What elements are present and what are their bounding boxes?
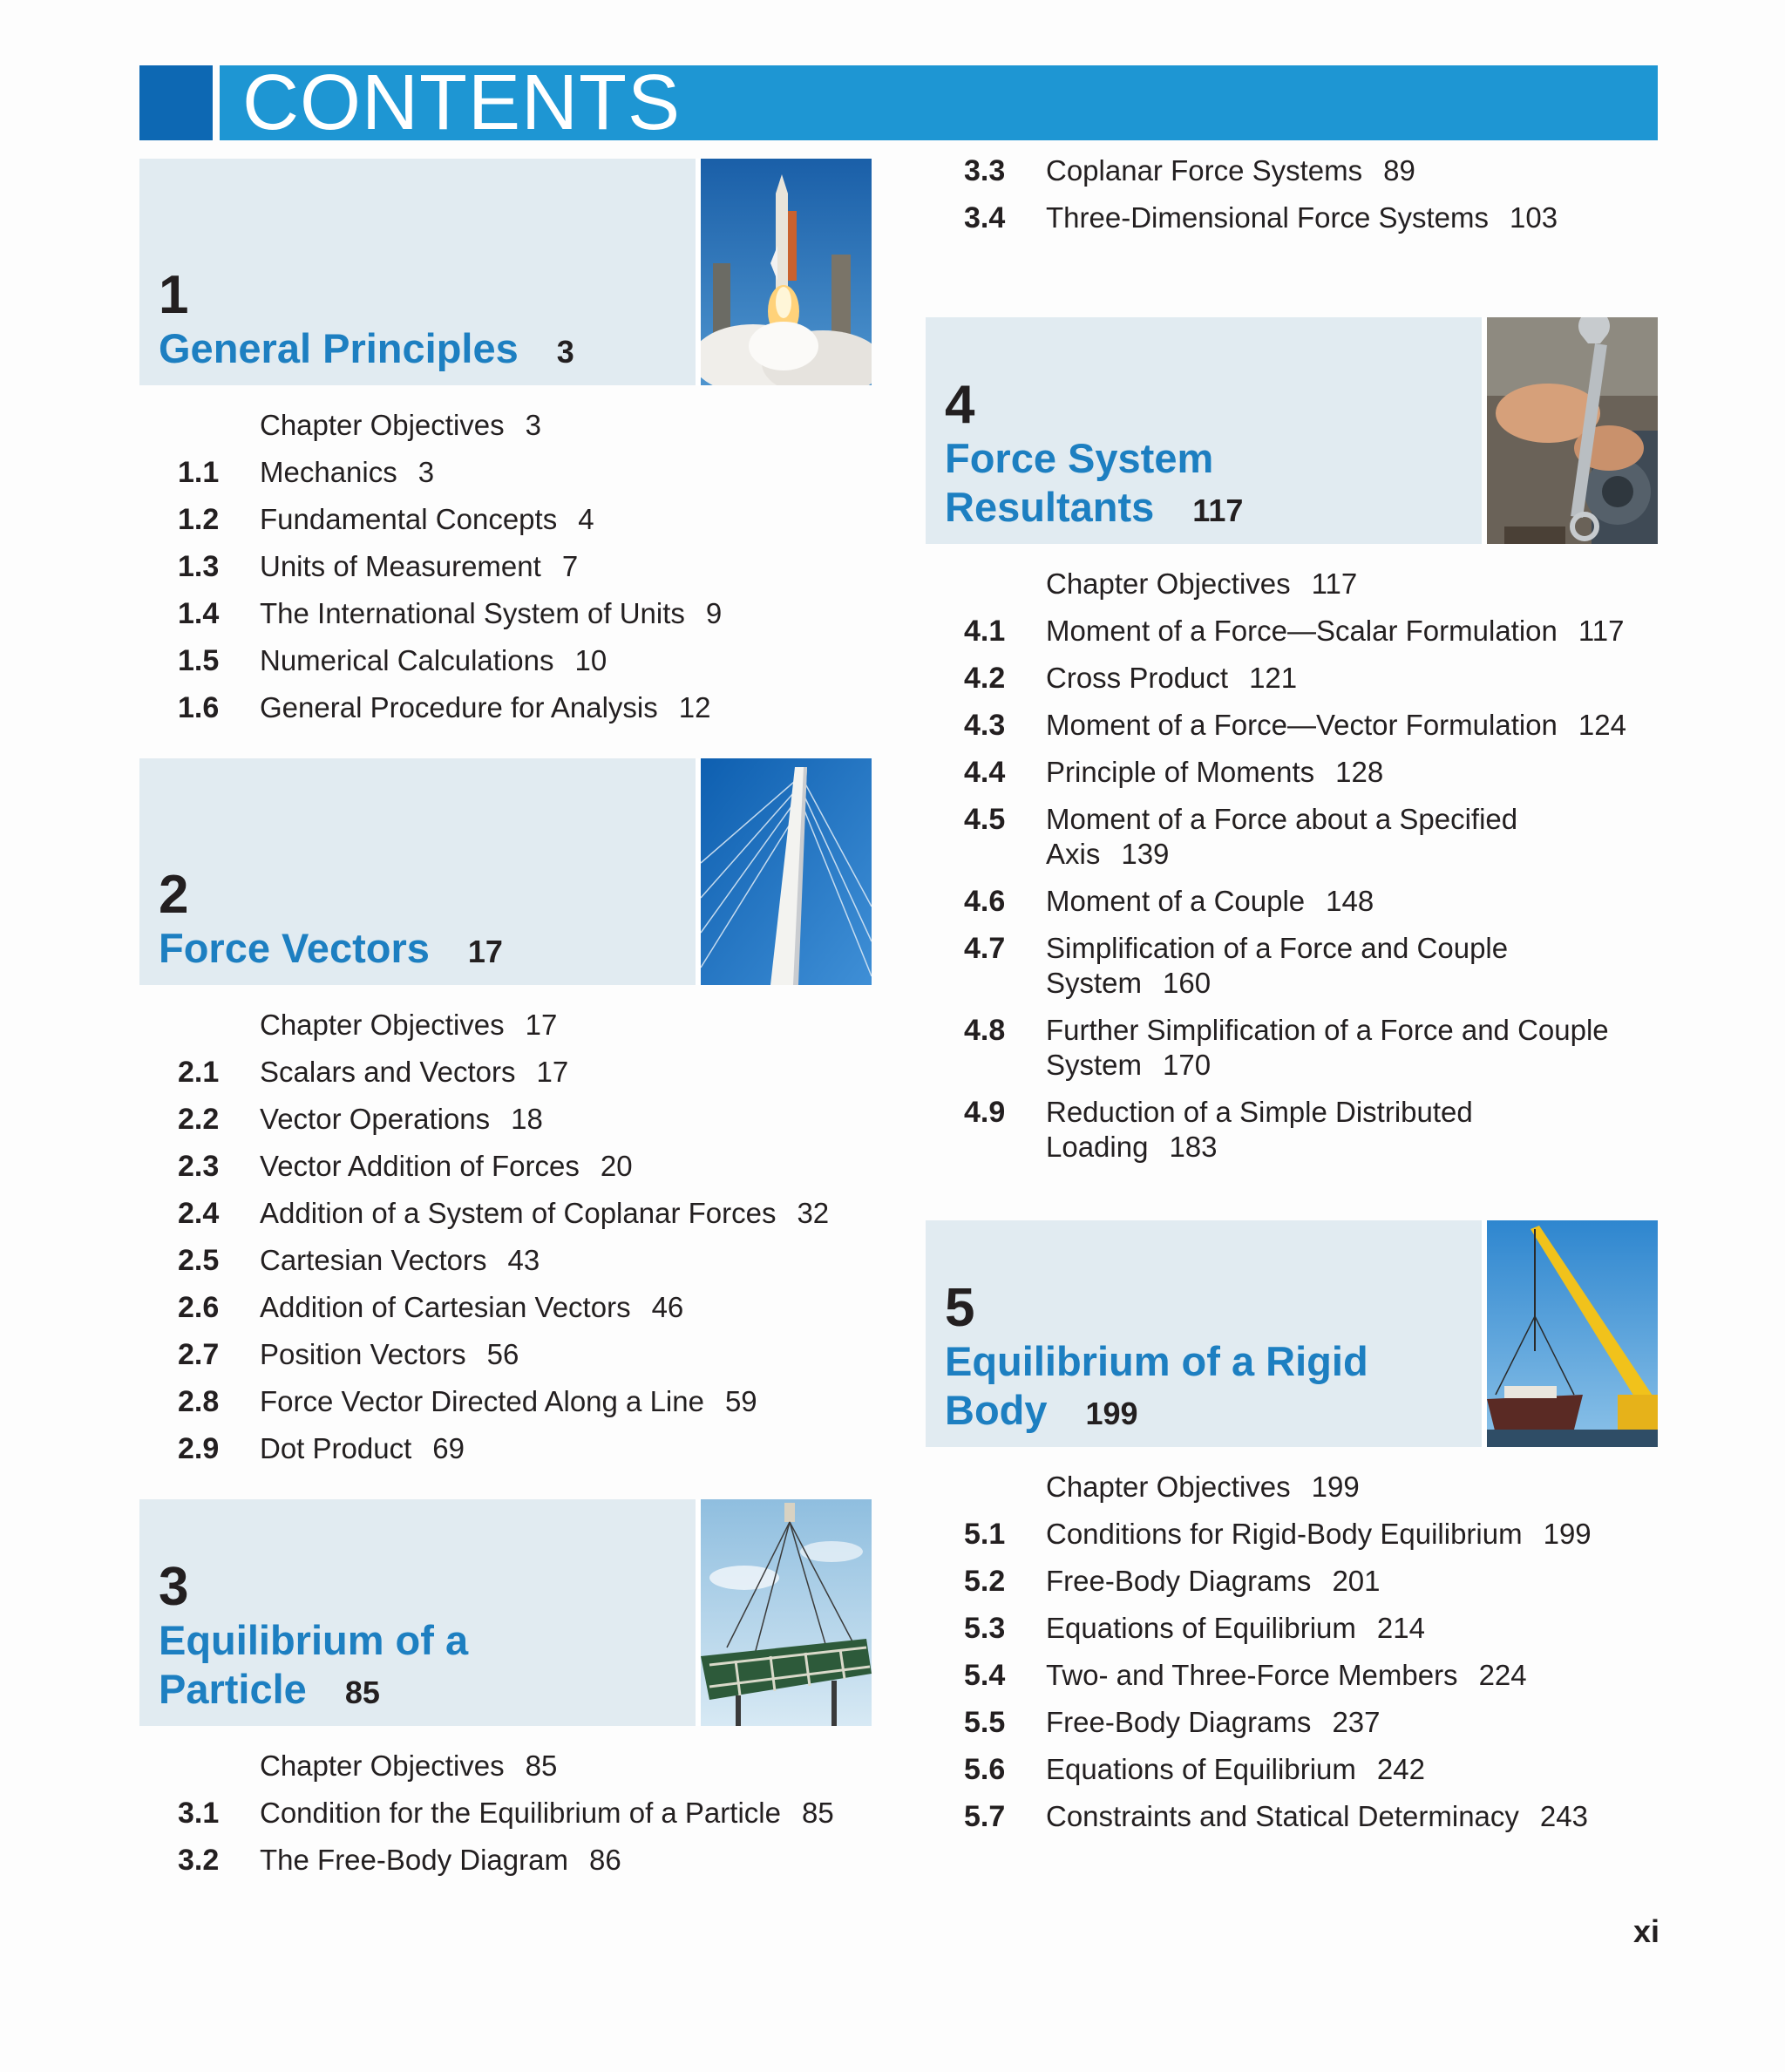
entry-title: Chapter Objectives (260, 409, 505, 441)
section-number: 4.6 (964, 885, 1006, 918)
right-column (926, 150, 1658, 1846)
entry-page: 243 (1539, 1800, 1588, 1832)
toc-entry[interactable] (139, 549, 872, 584)
chapter-2-entries (139, 985, 872, 1466)
entry-title: Three-Dimensional Force Systems (1046, 201, 1489, 234)
entry-title: Condition for the Equilibrium of a Particle (260, 1797, 781, 1829)
chapter-title-line-2[interactable]: Resultants (945, 484, 1155, 530)
toc-entry[interactable] (139, 1796, 872, 1831)
section-number: 1.1 (178, 456, 220, 489)
entry-title: Chapter Objectives (260, 1009, 505, 1041)
toc-entry[interactable] (139, 455, 872, 490)
section-number: 1.2 (178, 503, 220, 536)
entry-page: 59 (724, 1385, 757, 1417)
toc-entry[interactable] (926, 802, 1658, 872)
entry-title: Fundamental Concepts (260, 503, 558, 535)
toc-entry[interactable] (926, 614, 1658, 649)
section-number: 5.4 (964, 1659, 1006, 1692)
entry-title: Dot Product (260, 1432, 412, 1464)
section-number: 4.3 (964, 709, 1006, 742)
entry-page: 160 (1163, 967, 1211, 999)
section-number: 1.5 (178, 644, 220, 677)
chapter-5-entries (926, 1447, 1658, 1834)
chapter-number: 3 (159, 1557, 189, 1617)
toc-entry[interactable] (926, 884, 1658, 919)
entry-page: 103 (1510, 201, 1558, 234)
toc-entry[interactable] (139, 408, 872, 443)
toc-entry[interactable] (139, 1749, 872, 1783)
chapter-page: 85 (344, 1675, 380, 1710)
entry-page: 170 (1163, 1049, 1211, 1081)
toc-entry[interactable] (139, 1102, 872, 1137)
space-shuttle-photo (696, 159, 872, 385)
toc-entry[interactable] (926, 755, 1658, 790)
entry-page: 199 (1311, 1471, 1360, 1503)
entry-page: 128 (1335, 756, 1384, 788)
section-number: 2.3 (178, 1150, 220, 1183)
chapter-4-header (926, 317, 1658, 544)
entry-title: Chapter Objectives (260, 1749, 505, 1782)
section-number: 5.7 (964, 1800, 1006, 1833)
chapter-3-continued-entries (926, 150, 1658, 235)
entry-title: Vector Addition of Forces (260, 1150, 580, 1182)
toc-entry[interactable] (139, 1337, 872, 1372)
section-number: 2.1 (178, 1056, 220, 1089)
entry-title: General Procedure for Analysis (260, 691, 658, 724)
entry-page: 18 (511, 1103, 543, 1135)
toc-entry[interactable] (139, 596, 872, 631)
toc-entry[interactable] (926, 200, 1658, 235)
entry-page: 85 (801, 1797, 834, 1829)
contents-banner (220, 59, 1658, 146)
entry-title: Principle of Moments (1046, 756, 1315, 788)
entry-page: 183 (1169, 1131, 1218, 1163)
toc-entry[interactable] (926, 567, 1658, 601)
chapter-3-header (139, 1499, 872, 1726)
section-number: 5.2 (964, 1565, 1006, 1598)
toc-entry[interactable] (926, 1013, 1658, 1083)
chapter-number: 5 (945, 1278, 975, 1338)
entry-page: 86 (588, 1844, 621, 1876)
entry-page: 17 (536, 1056, 569, 1088)
section-number: 3.3 (964, 154, 1006, 187)
entry-title: Mechanics (260, 456, 397, 488)
entry-title: Addition of Cartesian Vectors (260, 1291, 631, 1323)
section-number: 4.8 (964, 1014, 1006, 1047)
section-number: 2.2 (178, 1103, 220, 1136)
entry-title: Force Vector Directed Along a Line (260, 1385, 704, 1417)
chapter-2-header (139, 758, 872, 985)
chapter-title-line-1[interactable]: Equilibrium of a Rigid (945, 1338, 1368, 1384)
section-number: 5.5 (964, 1706, 1006, 1739)
entry-page: 9 (705, 597, 723, 629)
section-number: 1.3 (178, 550, 220, 583)
entry-title: Conditions for Rigid-Body Equilibrium (1046, 1518, 1523, 1550)
toc-entry[interactable] (139, 1384, 872, 1419)
entry-title: Units of Measurement (260, 550, 541, 582)
chapter-number: 4 (945, 375, 975, 435)
entry-page: 7 (561, 550, 579, 582)
section-number: 2.4 (178, 1197, 220, 1230)
entry-title: Cartesian Vectors (260, 1244, 487, 1276)
chapter-page: 17 (467, 934, 503, 969)
entry-page: 85 (525, 1749, 558, 1782)
section-number: 2.8 (178, 1385, 220, 1418)
toc-entry[interactable] (926, 708, 1658, 743)
section-number: 4.5 (964, 803, 1006, 836)
entry-title: Moment of a Force about a Specified Axis (1046, 803, 1518, 870)
section-number: 5.3 (964, 1612, 1006, 1645)
chapter-number: 1 (159, 265, 189, 325)
section-number: 2.5 (178, 1244, 220, 1277)
entry-title: Coplanar Force Systems (1046, 154, 1363, 187)
lifted-frame-photo (696, 1499, 872, 1726)
chapter-4-entries (926, 544, 1658, 1165)
entry-title: Chapter Objectives (1046, 1471, 1291, 1503)
crane-photo (1482, 1220, 1658, 1447)
chapter-number: 2 (159, 865, 189, 925)
chapter-title-line-2[interactable]: Body (945, 1387, 1048, 1433)
chapter-title[interactable]: General Principles (159, 325, 519, 371)
chapter-page: 199 (1085, 1396, 1138, 1431)
section-number: 4.4 (964, 756, 1006, 789)
section-number: 5.1 (964, 1518, 1006, 1551)
toc-entry[interactable] (926, 1095, 1658, 1165)
chapter-1-entries (139, 385, 872, 725)
section-number: 4.1 (964, 615, 1006, 648)
wrench-hands-photo (1482, 317, 1658, 544)
chapter-title[interactable]: Equilibrium of a Particle (159, 1617, 469, 1712)
toc-entry[interactable] (139, 690, 872, 725)
entry-page: 4 (578, 503, 594, 535)
entry-title: Simplification of a Force and Couple System (1046, 932, 1509, 999)
toc-entry[interactable] (139, 1843, 872, 1878)
toc-entry[interactable] (139, 1149, 872, 1184)
entry-title: Numerical Calculations (260, 644, 554, 676)
toc-entry[interactable] (926, 931, 1658, 1001)
entry-title: Vector Operations (260, 1103, 491, 1135)
section-number: 4.7 (964, 932, 1006, 965)
toc-entry[interactable] (139, 1290, 872, 1325)
entry-page: 10 (574, 644, 607, 676)
entry-page: 46 (651, 1291, 684, 1323)
page-number: xi (1632, 1913, 1659, 1949)
entry-title: Moment of a Force—Scalar Formulation (1046, 615, 1558, 647)
entry-title: Reduction of a Simple Distributed Loading (1046, 1096, 1473, 1163)
chapter-page: 117 (1192, 493, 1244, 528)
section-number: 4.2 (964, 662, 1006, 695)
section-number: 3.2 (178, 1844, 220, 1877)
section-number: 5.6 (964, 1753, 1006, 1786)
bridge-pylon-photo (696, 758, 872, 985)
banner-square (139, 65, 213, 140)
entry-page: 89 (1383, 154, 1415, 187)
section-number: 2.6 (178, 1291, 220, 1324)
entry-title: Chapter Objectives (1046, 567, 1291, 600)
toc-entry[interactable] (926, 153, 1658, 188)
left-column (139, 159, 872, 1890)
toc-entry[interactable] (926, 661, 1658, 696)
toc-entry[interactable] (139, 502, 872, 537)
toc-entry[interactable] (926, 1705, 1658, 1740)
entry-page: 214 (1376, 1612, 1425, 1644)
chapter-title-line-1[interactable]: Force System (945, 435, 1214, 481)
page-title: CONTENTS (242, 59, 681, 146)
entry-page: 17 (525, 1009, 558, 1041)
entry-page: 224 (1478, 1659, 1527, 1691)
entry-title: Free-Body Diagrams (1046, 1565, 1312, 1597)
section-number: 3.1 (178, 1797, 220, 1830)
entry-page: 237 (1332, 1706, 1381, 1738)
section-number: 2.7 (178, 1338, 220, 1371)
chapter-page: 3 (556, 334, 574, 370)
toc-entry[interactable] (926, 1470, 1658, 1505)
toc-entry[interactable] (139, 1055, 872, 1090)
toc-entry[interactable] (926, 1752, 1658, 1787)
entry-page: 32 (797, 1197, 830, 1229)
toc-entry[interactable] (926, 1517, 1658, 1552)
toc-entry[interactable] (926, 1658, 1658, 1693)
entry-page: 199 (1543, 1518, 1592, 1550)
entry-page: 3 (417, 456, 435, 488)
entry-page: 117 (1311, 567, 1358, 600)
entry-page: 20 (600, 1150, 633, 1182)
entry-page: 124 (1578, 709, 1626, 741)
entry-page: 56 (486, 1338, 519, 1370)
toc-entry[interactable] (139, 643, 872, 678)
entry-page: 69 (432, 1432, 465, 1464)
section-number: 1.6 (178, 691, 220, 724)
entry-title: The International System of Units (260, 597, 685, 629)
entry-page: 3 (525, 409, 541, 441)
section-number: 3.4 (964, 201, 1006, 234)
entry-page: 139 (1121, 838, 1170, 870)
chapter-3-entries (139, 1726, 872, 1878)
entry-title: Moment of a Force—Vector Formulation (1046, 709, 1558, 741)
entry-page: 242 (1376, 1753, 1425, 1785)
toc-entry[interactable] (139, 1431, 872, 1466)
section-number: 2.9 (178, 1432, 220, 1465)
toc-entry[interactable] (139, 1008, 872, 1043)
entry-title: Free-Body Diagrams (1046, 1706, 1312, 1738)
entry-title: Two- and Three-Force Members (1046, 1659, 1458, 1691)
toc-entry[interactable] (926, 1799, 1658, 1834)
entry-title: Equations of Equilibrium (1046, 1612, 1356, 1644)
chapter-5-header (926, 1220, 1658, 1447)
section-number: 1.4 (178, 597, 220, 630)
toc-entry[interactable] (139, 1196, 872, 1231)
entry-title: Position Vectors (260, 1338, 466, 1370)
toc-entry[interactable] (139, 1243, 872, 1278)
entry-title: The Free-Body Diagram (260, 1844, 568, 1876)
entry-page: 12 (678, 691, 711, 724)
toc-entry[interactable] (926, 1564, 1658, 1599)
chapter-title[interactable]: Force Vectors (159, 925, 430, 971)
entry-title: Cross Product (1046, 662, 1229, 694)
section-number: 4.9 (964, 1096, 1006, 1129)
entry-title: Moment of a Couple (1046, 885, 1306, 917)
toc-entry[interactable] (926, 1611, 1658, 1646)
entry-page: 117 (1578, 615, 1625, 647)
entry-title: Constraints and Statical Determinacy (1046, 1800, 1519, 1832)
entry-title: Scalars and Vectors (260, 1056, 516, 1088)
entry-title: Addition of a System of Coplanar Forces (260, 1197, 777, 1229)
entry-page: 148 (1326, 885, 1374, 917)
entry-page: 43 (507, 1244, 540, 1276)
entry-page: 121 (1249, 662, 1298, 694)
chapter-1-header (139, 159, 872, 385)
entry-title: Equations of Equilibrium (1046, 1753, 1356, 1785)
entry-title: Further Simplification of a Force and Couple System (1046, 1014, 1609, 1081)
entry-page: 201 (1332, 1565, 1381, 1597)
